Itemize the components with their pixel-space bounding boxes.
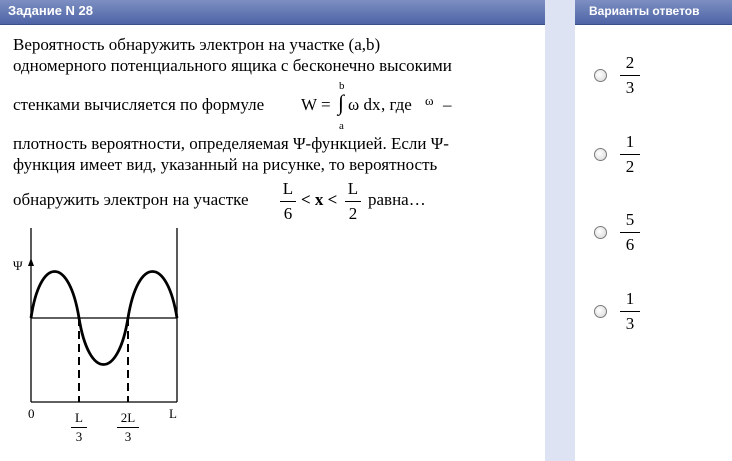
answer2-numerator: 1 [625,132,635,151]
mark2-numerator: 2L [120,410,136,425]
answer4-numerator: 1 [625,289,635,308]
bound2-denominator: 2 [348,204,358,223]
answers-header [575,0,732,25]
mark-fraction-1 [71,410,87,445]
answer2-denominator: 2 [625,157,635,176]
zero-label: 0 [28,406,35,421]
psi-axis-label: Ψ [13,258,23,273]
end-label: L [169,406,177,421]
answer1-denominator: 3 [625,78,635,97]
answer4-denominator: 3 [625,314,635,333]
answer-option-1[interactable] [620,53,640,98]
answer3-denominator: 6 [625,235,635,254]
question-line-4: плотность вероятности, определяемая Ψ-функцией. Если Ψ- [13,134,449,153]
integral-sign: ∫ [338,90,345,115]
omega-symbol: ω [425,93,434,108]
mark1-numerator: L [75,410,83,425]
integral-upper-limit: b [339,80,345,92]
question-line-2: одномерного потенциального ящика с бесконечно высокими [13,56,452,75]
line6-end: равна… [368,190,426,209]
line3-where: , где [381,95,412,114]
answer-radio-1[interactable] [594,69,607,82]
answer-option-4[interactable] [620,289,640,334]
axis-arrow-icon [28,258,34,266]
panel-divider [545,0,575,461]
answer-option-2[interactable] [620,132,640,177]
bound1-denominator: 6 [283,204,293,223]
answer-radio-4[interactable] [594,305,607,318]
inequality: < x < [301,190,338,209]
bound2-numerator: L [347,179,359,198]
answer3-numerator: 5 [625,210,635,229]
answer-radio-3[interactable] [594,226,607,239]
question-line-1: Вероятность обнаружить электрон на участке (a,b) [13,35,381,54]
answer-option-3[interactable] [620,210,640,255]
answer-radio-2[interactable] [594,148,607,161]
bound1-numerator: L [282,179,294,198]
line3-start-text: стенками вычисляется по формуле [13,95,265,114]
question-line-6: обнаружить электрон на участке [13,190,249,209]
mark1-denominator: 3 [75,429,83,444]
mark-fraction-2 [117,410,139,445]
integral-lower-limit: a [339,120,344,132]
dash: – [443,95,452,114]
question-title: Задание N 28 [8,3,94,18]
mark2-denominator: 3 [124,429,132,444]
answers-title: Варианты ответов [589,4,700,18]
integrand: ω dx [348,95,381,114]
formula-w: W = [301,95,331,114]
answer1-numerator: 2 [625,53,635,72]
answers-panel [575,0,732,461]
question-line-5: функция имеет вид, указанный на рисунке, то вероятность [13,155,438,174]
